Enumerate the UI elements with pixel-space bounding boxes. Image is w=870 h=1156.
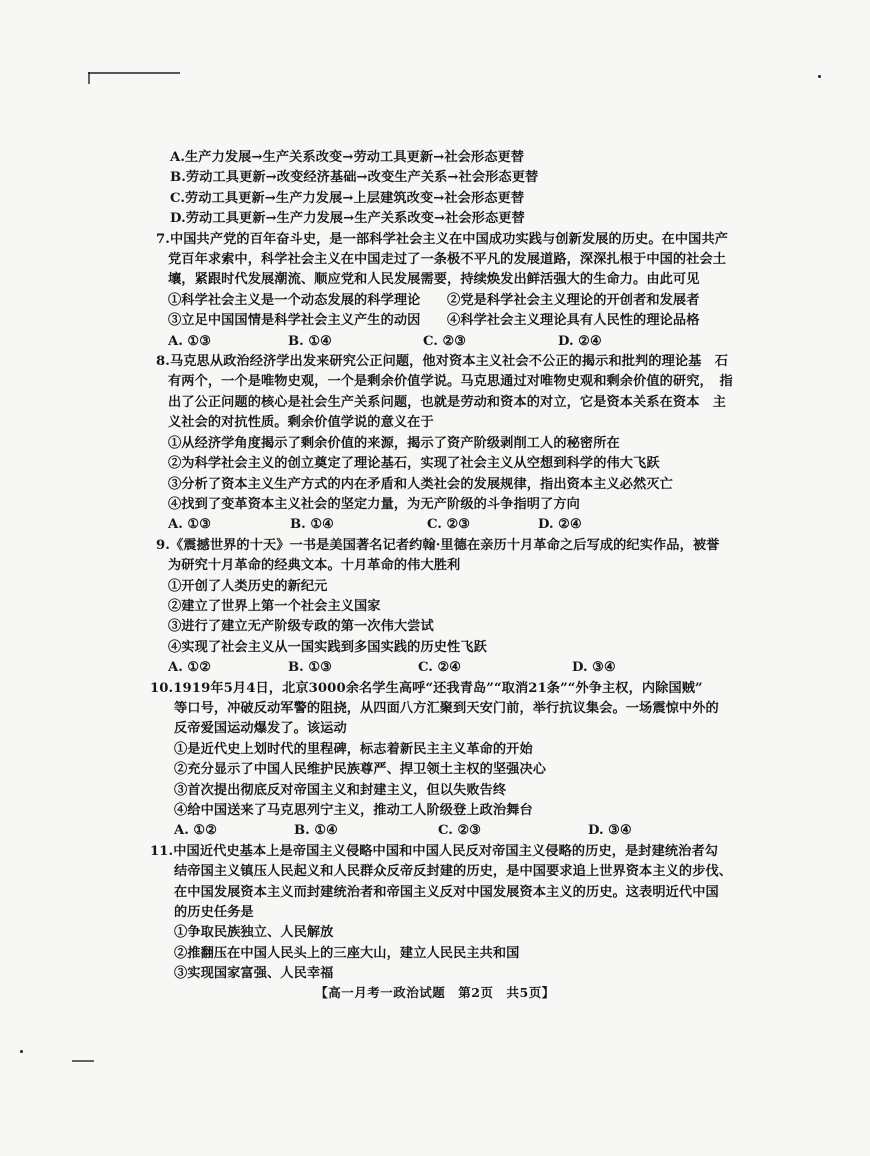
q10-item: ②充分显示了中国人民维护民族尊严、捍卫领土主权的坚强决心	[174, 762, 547, 778]
q9-item: ②建立了世界上第一个社会主义国家	[168, 598, 381, 614]
q8-answer-a: A. ①③	[168, 517, 212, 533]
q7-answer-a: A. ①③	[168, 333, 212, 349]
q8-item: ④找到了变革资本主义社会的坚定力量，为无产阶级的斗争指明了方向	[168, 496, 580, 512]
q7-answer-options	[156, 332, 770, 352]
scan-mark-bottom-left	[72, 1060, 94, 1062]
q6-option-a: A.生产力发展→生产关系改变→劳动工具更新→社会形态更替	[170, 150, 525, 165]
q9-stem-line: 为研究十月革命的经典文本。十月革命的伟大胜利	[168, 558, 461, 574]
question-9	[156, 536, 770, 679]
question-content	[150, 148, 770, 985]
q9-answer-options	[156, 658, 770, 678]
q10-stem-line: 10.1919年5月4日，北京3000余名学生高呼“还我青岛”“取消21条”“外争主权，内除国贼”	[150, 680, 703, 696]
q9-answer-d: D. ③④	[572, 660, 616, 676]
q8-item: ②为科学社会主义的创立奠定了理论基石，实现了社会主义从空想到科学的伟大飞跃	[168, 456, 660, 472]
q11-stem-line: 11.中国近代史基本上是帝国主义侵略中国和中国人民反对帝国主义侵略的历史，是封建统治者勾	[150, 843, 719, 859]
q10-answer-c: C. ②③	[438, 823, 482, 839]
q10-stem-line: 等口号，冲破反动军警的阻挠，从四面八方汇聚到天安门前，举行抗议集会。一场震惊中外的	[174, 700, 719, 716]
scan-mark-top-left	[88, 72, 180, 74]
q9-item: ①开创了人类历史的新纪元	[168, 578, 328, 594]
q8-stem-line: 8.马克思从政治经济学出发来研究公正问题，他对资本主义社会不公正的揭示和批判的理论基 石	[156, 354, 729, 370]
q8-item: ③分析了资本主义生产方式的内在矛盾和人类社会的发展规律，指出资本主义必然灭亡	[168, 476, 673, 492]
scan-mark-top-left-tick	[88, 72, 90, 84]
q7-stem-line: 壤，紧跟时代发展潮流、顺应党和人民发展需要，持续焕发出鲜活强大的生命力。由此可见	[168, 272, 700, 288]
q6-option-d: D.劳动工具更新→生产力发展→生产关系改变→社会形态更替	[170, 211, 525, 227]
q8-answer-c: C. ②③	[427, 517, 471, 533]
q10-item: ③首次提出彻底反对帝国主义和封建主义，但以失败告终	[174, 782, 507, 798]
q9-item: ③进行了建立无产阶级专政的第一次伟大尝试	[168, 619, 434, 635]
q8-stem-line: 有两个，一个是唯物史观，一个是剩余价值学说。马克思通过对唯物史观和剩余价值的研究， 指	[168, 374, 733, 390]
q11-stem-line: 在中国发展资本主义而封建统治者和帝国主义反对中国发展资本主义的历史。这表明近代中国	[174, 884, 719, 900]
q10-answer-a: A. ①②	[174, 823, 218, 839]
q9-item: ④实现了社会主义从一国实践到多国实践的历史性飞跃	[168, 639, 487, 655]
q10-stem-line: 反帝爱国运动爆发了。该运动	[174, 721, 347, 737]
question-10	[150, 679, 770, 842]
q11-stem-line: 结帝国主义镇压人民起义和人民群众反帝反封建的历史，是中国要求追上世界资本主义的步伐、	[174, 864, 733, 880]
q7-stem-line: 7.中国共产党的百年奋斗史，是一部科学社会主义在中国成功实践与创新发展的历史。在中国共产	[156, 231, 729, 247]
q10-item: ①是近代史上划时代的里程碑，标志着新民主主义革命的开始	[174, 741, 533, 757]
q9-answer-a: A. ①②	[168, 660, 212, 676]
q6-option-c: C.劳动工具更新→生产力发展→上层建筑改变→社会形态更替	[170, 190, 525, 206]
q9-answer-b: B. ①③	[288, 660, 332, 676]
q7-item: ①科学社会主义是一个动态发展的科学理论 ②党是科学社会主义理论的开创者和发展者	[168, 292, 700, 308]
q8-stem-line: 义社会的对抗性质。剩余价值学说的意义在于	[168, 415, 434, 431]
q8-answer-b: B. ①④	[290, 517, 334, 533]
q10-answer-d: D. ③④	[588, 823, 632, 839]
q7-answer-c: C. ②③	[423, 333, 467, 349]
scan-dot-top-right	[818, 75, 821, 78]
q10-answer-b: B. ①④	[294, 823, 338, 839]
q11-stem-line: 的历史任务是	[174, 905, 254, 921]
q9-answer-c: C. ②④	[418, 660, 462, 676]
q6-option-b: B.劳动工具更新→改变经济基础→改变生产关系→社会形态更替	[170, 170, 539, 186]
q10-answer-options	[156, 821, 770, 841]
page-footer: 【高一月考一政治试题 第2页 共5页】	[315, 985, 555, 1000]
q7-item: ③立足中国国情是科学社会主义产生的动因 ④科学社会主义理论具有人民性的理论品格	[168, 313, 700, 329]
question-8	[156, 352, 770, 536]
q8-answer-options	[156, 515, 770, 535]
q11-item: ②推翻压在中国人民头上的三座大山，建立人民民主共和国	[174, 945, 520, 961]
question-11	[150, 842, 770, 985]
q8-item: ①从经济学角度揭示了剩余价值的来源，揭示了资产阶级剥削工人的秘密所在	[168, 435, 620, 451]
q8-stem-line: 出了公正问题的核心是社会生产关系问题，也就是劳动和资本的对立，它是资本关系在资本 主	[168, 394, 727, 410]
q7-answer-b: B. ①④	[288, 333, 332, 349]
q6-options	[170, 148, 770, 230]
q11-item: ③实现国家富强、人民幸福	[174, 966, 334, 982]
scan-dot-bottom-left	[20, 1050, 23, 1053]
q7-stem-line: 党百年求索中，科学社会主义在中国走过了一条极不平凡的发展道路，深深扎根于中国的社会土	[168, 252, 727, 268]
q9-stem-line: 9.《震撼世界的十天》一书是美国著名记者约翰·里德在亲历十月革命之后写成的纪实作品，被誉	[156, 537, 720, 553]
q10-item: ④给中国送来了马克思列宁主义，推动工人阶级登上政治舞台	[174, 803, 533, 818]
question-7	[156, 230, 770, 352]
q8-answer-d: D. ②④	[538, 517, 582, 533]
q11-item: ①争取民族独立、人民解放	[174, 925, 334, 941]
q7-answer-d: D. ②④	[558, 333, 602, 349]
